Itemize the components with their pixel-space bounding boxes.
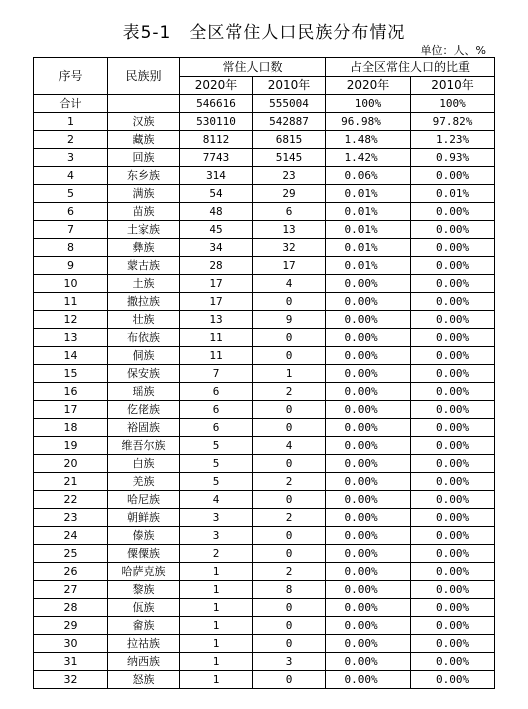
row-ethnic: 布依族 [108, 329, 180, 347]
row-seq: 1 [34, 113, 108, 131]
table-title: 表5-1 全区常住人口民族分布情况 [122, 23, 406, 43]
row-pop-2010: 0 [253, 671, 326, 689]
table-row [34, 239, 495, 257]
row-seq: 24 [34, 527, 108, 545]
row-pop-2010: 0 [253, 491, 326, 509]
row-pop-2020: 13 [180, 311, 253, 329]
row-seq: 11 [34, 293, 108, 311]
table-row [34, 617, 495, 635]
row-ratio-2020: 0.00% [326, 455, 411, 473]
row-ratio-2020: 0.00% [326, 347, 411, 365]
table-row [34, 401, 495, 419]
table-row [34, 437, 495, 455]
row-pop-2020: 45 [180, 221, 253, 239]
row-pop-2020: 17 [180, 275, 253, 293]
table-row [34, 131, 495, 149]
row-ratio-2010: 0.00% [411, 527, 495, 545]
row-pop-2010: 17 [253, 257, 326, 275]
row-ratio-2010: 0.00% [411, 563, 495, 581]
row-ratio-2020: 0.00% [326, 545, 411, 563]
row-ethnic: 仡佬族 [108, 401, 180, 419]
table-row [34, 365, 495, 383]
row-ethnic: 回族 [108, 149, 180, 167]
row-pop-2020: 2 [180, 545, 253, 563]
row-ratio-2020: 0.01% [326, 221, 411, 239]
row-pop-2010: 32 [253, 239, 326, 257]
row-seq: 20 [34, 455, 108, 473]
table-row [34, 635, 495, 653]
row-ethnic: 纳西族 [108, 653, 180, 671]
row-pop-2020: 8112 [180, 131, 253, 149]
row-pop-2020: 530110 [180, 113, 253, 131]
header-population: 常住人口数 [180, 58, 326, 77]
header-ratio-2020: 2020年 [326, 77, 411, 95]
table-row [34, 527, 495, 545]
row-pop-2010: 0 [253, 599, 326, 617]
row-ratio-2010: 0.00% [411, 311, 495, 329]
row-ethnic: 东乡族 [108, 167, 180, 185]
row-pop-2010: 0 [253, 329, 326, 347]
row-ratio-2010: 0.00% [411, 455, 495, 473]
row-seq: 13 [34, 329, 108, 347]
row-seq: 8 [34, 239, 108, 257]
row-pop-2020: 54 [180, 185, 253, 203]
row-ratio-2020: 0.00% [326, 437, 411, 455]
row-seq: 31 [34, 653, 108, 671]
row-ratio-2010: 0.00% [411, 509, 495, 527]
total-ethnic-empty [108, 95, 180, 113]
table-row [34, 653, 495, 671]
row-pop-2010: 0 [253, 527, 326, 545]
row-ratio-2020: 0.00% [326, 401, 411, 419]
row-ethnic: 怒族 [108, 671, 180, 689]
row-pop-2010: 8 [253, 581, 326, 599]
table-row [34, 545, 495, 563]
table-row [34, 599, 495, 617]
row-ethnic: 土族 [108, 275, 180, 293]
row-pop-2010: 13 [253, 221, 326, 239]
row-ratio-2020: 0.00% [326, 509, 411, 527]
row-ratio-2020: 0.00% [326, 671, 411, 689]
header-pop-2020: 2020年 [180, 77, 253, 95]
row-ethnic: 苗族 [108, 203, 180, 221]
row-pop-2010: 0 [253, 635, 326, 653]
row-pop-2020: 4 [180, 491, 253, 509]
row-ratio-2020: 0.01% [326, 185, 411, 203]
table-row [34, 257, 495, 275]
row-ratio-2010: 0.00% [411, 203, 495, 221]
row-pop-2020: 3 [180, 509, 253, 527]
row-ethnic: 羌族 [108, 473, 180, 491]
row-pop-2020: 6 [180, 401, 253, 419]
table-row [34, 167, 495, 185]
row-pop-2020: 3 [180, 527, 253, 545]
unit-note: 单位：人、% [420, 44, 486, 57]
row-ethnic: 土家族 [108, 221, 180, 239]
row-seq: 18 [34, 419, 108, 437]
row-ratio-2010: 0.93% [411, 149, 495, 167]
row-pop-2010: 2 [253, 383, 326, 401]
row-ethnic: 黎族 [108, 581, 180, 599]
row-seq: 32 [34, 671, 108, 689]
header-ethnic: 民族别 [108, 58, 180, 95]
row-ratio-2010: 0.00% [411, 293, 495, 311]
row-seq: 23 [34, 509, 108, 527]
row-ratio-2010: 0.00% [411, 257, 495, 275]
row-seq: 4 [34, 167, 108, 185]
header-ratio: 占全区常住人口的比重 [326, 58, 495, 77]
row-pop-2020: 7743 [180, 149, 253, 167]
row-pop-2010: 4 [253, 275, 326, 293]
row-pop-2020: 6 [180, 419, 253, 437]
row-ratio-2010: 0.00% [411, 221, 495, 239]
row-pop-2010: 1 [253, 365, 326, 383]
table-row [34, 419, 495, 437]
row-seq: 14 [34, 347, 108, 365]
row-seq: 17 [34, 401, 108, 419]
row-ethnic: 侗族 [108, 347, 180, 365]
row-seq: 7 [34, 221, 108, 239]
row-ethnic: 拉祜族 [108, 635, 180, 653]
row-pop-2020: 17 [180, 293, 253, 311]
row-pop-2020: 28 [180, 257, 253, 275]
row-ratio-2020: 0.00% [326, 293, 411, 311]
table-row [34, 491, 495, 509]
row-seq: 16 [34, 383, 108, 401]
row-pop-2020: 6 [180, 383, 253, 401]
row-pop-2020: 1 [180, 563, 253, 581]
row-ratio-2010: 0.00% [411, 581, 495, 599]
row-pop-2010: 0 [253, 347, 326, 365]
row-ratio-2020: 0.00% [326, 419, 411, 437]
table-row [34, 383, 495, 401]
ethnic-distribution-table [33, 57, 495, 689]
total-ratio-2020: 100% [326, 95, 411, 113]
row-pop-2020: 48 [180, 203, 253, 221]
row-ratio-2010: 0.00% [411, 617, 495, 635]
row-ratio-2020: 0.01% [326, 203, 411, 221]
table-row [34, 509, 495, 527]
row-ethnic: 哈尼族 [108, 491, 180, 509]
row-pop-2020: 1 [180, 671, 253, 689]
row-ratio-2020: 0.00% [326, 527, 411, 545]
row-ratio-2010: 0.00% [411, 365, 495, 383]
row-ratio-2020: 0.00% [326, 383, 411, 401]
row-pop-2010: 0 [253, 455, 326, 473]
row-seq: 3 [34, 149, 108, 167]
header-pop-2010: 2010年 [253, 77, 326, 95]
row-pop-2010: 0 [253, 401, 326, 419]
row-pop-2010: 0 [253, 293, 326, 311]
row-ratio-2020: 0.00% [326, 653, 411, 671]
row-pop-2010: 0 [253, 419, 326, 437]
row-ratio-2020: 0.00% [326, 581, 411, 599]
row-ratio-2010: 97.82% [411, 113, 495, 131]
row-ratio-2020: 1.42% [326, 149, 411, 167]
row-ratio-2010: 0.00% [411, 545, 495, 563]
total-pop-2010: 555004 [253, 95, 326, 113]
row-seq: 5 [34, 185, 108, 203]
row-seq: 28 [34, 599, 108, 617]
row-ethnic: 白族 [108, 455, 180, 473]
table-row [34, 329, 495, 347]
table-row [34, 275, 495, 293]
row-ratio-2010: 0.00% [411, 671, 495, 689]
row-ratio-2010: 0.00% [411, 383, 495, 401]
row-seq: 12 [34, 311, 108, 329]
row-pop-2010: 2 [253, 563, 326, 581]
table-row [34, 671, 495, 689]
row-ethnic: 裕固族 [108, 419, 180, 437]
row-ratio-2020: 0.00% [326, 329, 411, 347]
table-row [34, 185, 495, 203]
row-ratio-2010: 0.00% [411, 347, 495, 365]
row-seq: 26 [34, 563, 108, 581]
row-pop-2020: 1 [180, 617, 253, 635]
row-pop-2010: 5145 [253, 149, 326, 167]
row-ratio-2010: 0.00% [411, 239, 495, 257]
table-row [34, 563, 495, 581]
table-row [34, 581, 495, 599]
row-seq: 25 [34, 545, 108, 563]
row-ratio-2020: 1.48% [326, 131, 411, 149]
row-pop-2020: 1 [180, 635, 253, 653]
table-row [34, 473, 495, 491]
header-ratio-2010: 2010年 [411, 77, 495, 95]
row-ratio-2020: 0.00% [326, 617, 411, 635]
total-ratio-2010: 100% [411, 95, 495, 113]
row-ratio-2020: 0.01% [326, 257, 411, 275]
row-pop-2010: 29 [253, 185, 326, 203]
row-ratio-2010: 0.00% [411, 275, 495, 293]
row-ratio-2020: 0.00% [326, 491, 411, 509]
row-pop-2010: 23 [253, 167, 326, 185]
row-ratio-2020: 0.00% [326, 275, 411, 293]
row-ethnic: 维吾尔族 [108, 437, 180, 455]
row-ethnic: 保安族 [108, 365, 180, 383]
row-ratio-2020: 0.00% [326, 635, 411, 653]
row-ratio-2010: 0.00% [411, 437, 495, 455]
row-pop-2010: 0 [253, 545, 326, 563]
row-seq: 9 [34, 257, 108, 275]
row-ethnic: 撒拉族 [108, 293, 180, 311]
row-ratio-2020: 0.00% [326, 311, 411, 329]
row-pop-2010: 6 [253, 203, 326, 221]
table-row [34, 113, 495, 131]
row-ratio-2010: 0.00% [411, 419, 495, 437]
row-pop-2010: 2 [253, 473, 326, 491]
row-ratio-2020: 0.00% [326, 365, 411, 383]
row-ratio-2010: 0.00% [411, 401, 495, 419]
row-ethnic: 壮族 [108, 311, 180, 329]
row-ethnic: 满族 [108, 185, 180, 203]
row-ratio-2010: 0.00% [411, 635, 495, 653]
row-pop-2010: 2 [253, 509, 326, 527]
row-ratio-2020: 0.00% [326, 563, 411, 581]
row-ratio-2010: 0.00% [411, 491, 495, 509]
row-seq: 29 [34, 617, 108, 635]
row-seq: 6 [34, 203, 108, 221]
row-seq: 27 [34, 581, 108, 599]
row-pop-2020: 7 [180, 365, 253, 383]
row-pop-2010: 9 [253, 311, 326, 329]
total-pop-2020: 546616 [180, 95, 253, 113]
row-pop-2020: 314 [180, 167, 253, 185]
table-row [34, 203, 495, 221]
row-ratio-2010: 0.01% [411, 185, 495, 203]
row-pop-2020: 11 [180, 347, 253, 365]
row-ethnic: 朝鲜族 [108, 509, 180, 527]
row-pop-2010: 3 [253, 653, 326, 671]
table-row [34, 293, 495, 311]
row-ethnic: 佤族 [108, 599, 180, 617]
row-ratio-2020: 96.98% [326, 113, 411, 131]
row-ratio-2010: 1.23% [411, 131, 495, 149]
row-ethnic: 彝族 [108, 239, 180, 257]
header-seq: 序号 [34, 58, 108, 95]
row-seq: 30 [34, 635, 108, 653]
row-pop-2020: 1 [180, 599, 253, 617]
row-pop-2010: 4 [253, 437, 326, 455]
table-row [34, 149, 495, 167]
row-pop-2010: 6815 [253, 131, 326, 149]
row-ratio-2010: 0.00% [411, 167, 495, 185]
row-ratio-2020: 0.06% [326, 167, 411, 185]
row-ratio-2010: 0.00% [411, 599, 495, 617]
row-ethnic: 畲族 [108, 617, 180, 635]
total-label: 合计 [34, 95, 108, 113]
row-seq: 22 [34, 491, 108, 509]
row-ethnic: 汉族 [108, 113, 180, 131]
row-pop-2020: 1 [180, 581, 253, 599]
total-row [34, 95, 495, 113]
row-ratio-2010: 0.00% [411, 473, 495, 491]
row-ratio-2010: 0.00% [411, 653, 495, 671]
row-pop-2020: 5 [180, 455, 253, 473]
row-ratio-2010: 0.00% [411, 329, 495, 347]
row-ethnic: 瑶族 [108, 383, 180, 401]
table-row [34, 311, 495, 329]
row-ethnic: 藏族 [108, 131, 180, 149]
row-pop-2020: 1 [180, 653, 253, 671]
row-ethnic: 哈萨克族 [108, 563, 180, 581]
row-pop-2020: 34 [180, 239, 253, 257]
row-seq: 2 [34, 131, 108, 149]
row-ethnic: 僳僳族 [108, 545, 180, 563]
row-pop-2010: 542887 [253, 113, 326, 131]
row-seq: 21 [34, 473, 108, 491]
row-ratio-2020: 0.01% [326, 239, 411, 257]
row-seq: 19 [34, 437, 108, 455]
row-pop-2010: 0 [253, 617, 326, 635]
row-ethnic: 傣族 [108, 527, 180, 545]
table-row [34, 455, 495, 473]
row-ethnic: 蒙古族 [108, 257, 180, 275]
row-seq: 15 [34, 365, 108, 383]
row-pop-2020: 5 [180, 473, 253, 491]
row-ratio-2020: 0.00% [326, 473, 411, 491]
row-ratio-2020: 0.00% [326, 599, 411, 617]
row-seq: 10 [34, 275, 108, 293]
table-row [34, 221, 495, 239]
row-pop-2020: 11 [180, 329, 253, 347]
table-row [34, 347, 495, 365]
row-pop-2020: 5 [180, 437, 253, 455]
